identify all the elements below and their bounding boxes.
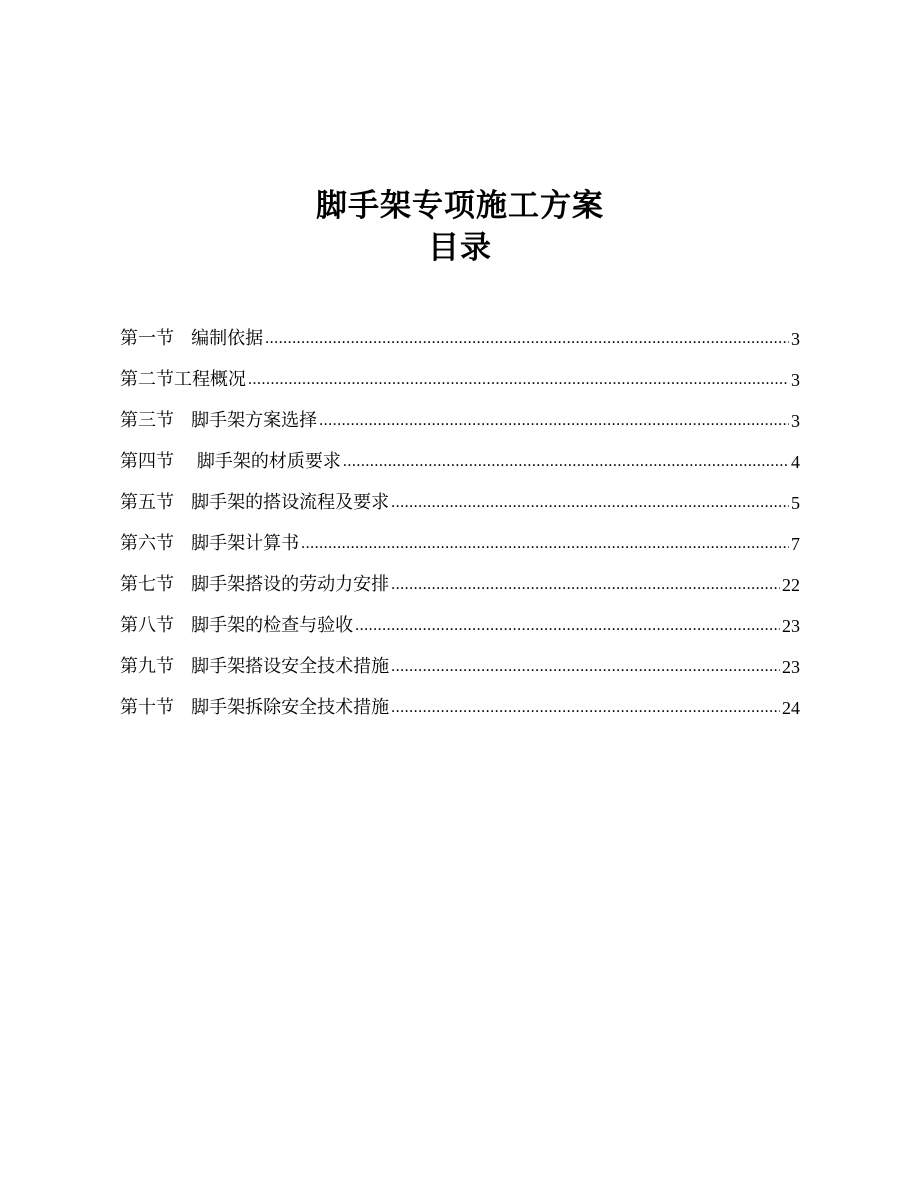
toc-entry-4[interactable] bbox=[120, 433, 800, 474]
toc-entry-label: 第六节 脚手架计算书 bbox=[120, 533, 300, 554]
toc-entry-9[interactable] bbox=[120, 638, 800, 679]
toc-page-number: 3 bbox=[791, 411, 800, 431]
toc-entry-label: 第九节 脚手架搭设安全技术措施 bbox=[120, 656, 390, 677]
toc-entry-label: 第七节 脚手架搭设的劳动力安排 bbox=[120, 574, 390, 595]
toc-entry-6[interactable] bbox=[120, 515, 800, 556]
toc-entry-7[interactable] bbox=[120, 556, 800, 597]
toc-entry-1[interactable] bbox=[120, 310, 800, 351]
toc-dot-leader bbox=[391, 573, 780, 597]
toc-page-number: 3 bbox=[791, 370, 800, 390]
toc-dot-leader bbox=[265, 327, 789, 351]
toc-entry-10[interactable] bbox=[120, 679, 800, 720]
toc-entry-3[interactable] bbox=[120, 392, 800, 433]
toc-page-number: 24 bbox=[782, 698, 800, 718]
toc-heading: 目录 bbox=[428, 230, 492, 266]
toc-entry-label: 第三节 脚手架方案选择 bbox=[120, 410, 318, 431]
toc-entry-label: 第十节 脚手架拆除安全技术措施 bbox=[120, 697, 390, 718]
table-of-contents bbox=[120, 310, 800, 720]
toc-entry-label: 第一节 编制依据 bbox=[120, 328, 264, 349]
toc-entry-label: 第二节工程概况 bbox=[120, 369, 246, 390]
toc-entry-5[interactable] bbox=[120, 474, 800, 515]
toc-entry-label: 第五节 脚手架的搭设流程及要求 bbox=[120, 492, 390, 513]
toc-entry-2[interactable] bbox=[120, 351, 800, 392]
toc-page-number: 4 bbox=[791, 452, 800, 472]
toc-entry-label: 第四节 脚手架的材质要求 bbox=[120, 451, 341, 472]
toc-dot-leader bbox=[391, 491, 789, 515]
toc-dot-leader bbox=[355, 614, 780, 638]
toc-page-number: 23 bbox=[782, 616, 800, 636]
toc-dot-leader bbox=[301, 532, 789, 556]
toc-dot-leader bbox=[343, 450, 789, 474]
toc-entry-label: 第八节 脚手架的检查与验收 bbox=[120, 615, 354, 636]
toc-dot-leader bbox=[248, 368, 789, 392]
toc-dot-leader bbox=[319, 409, 789, 433]
toc-page-number: 22 bbox=[782, 575, 800, 595]
toc-page-number: 3 bbox=[791, 329, 800, 349]
toc-dot-leader bbox=[391, 696, 780, 720]
toc-page-number: 7 bbox=[791, 534, 800, 554]
toc-page-number: 23 bbox=[782, 657, 800, 677]
toc-page-number: 5 bbox=[791, 493, 800, 513]
toc-entry-8[interactable] bbox=[120, 597, 800, 638]
toc-dot-leader bbox=[391, 655, 780, 679]
document-title: 脚手架专项施工方案 bbox=[316, 188, 604, 224]
